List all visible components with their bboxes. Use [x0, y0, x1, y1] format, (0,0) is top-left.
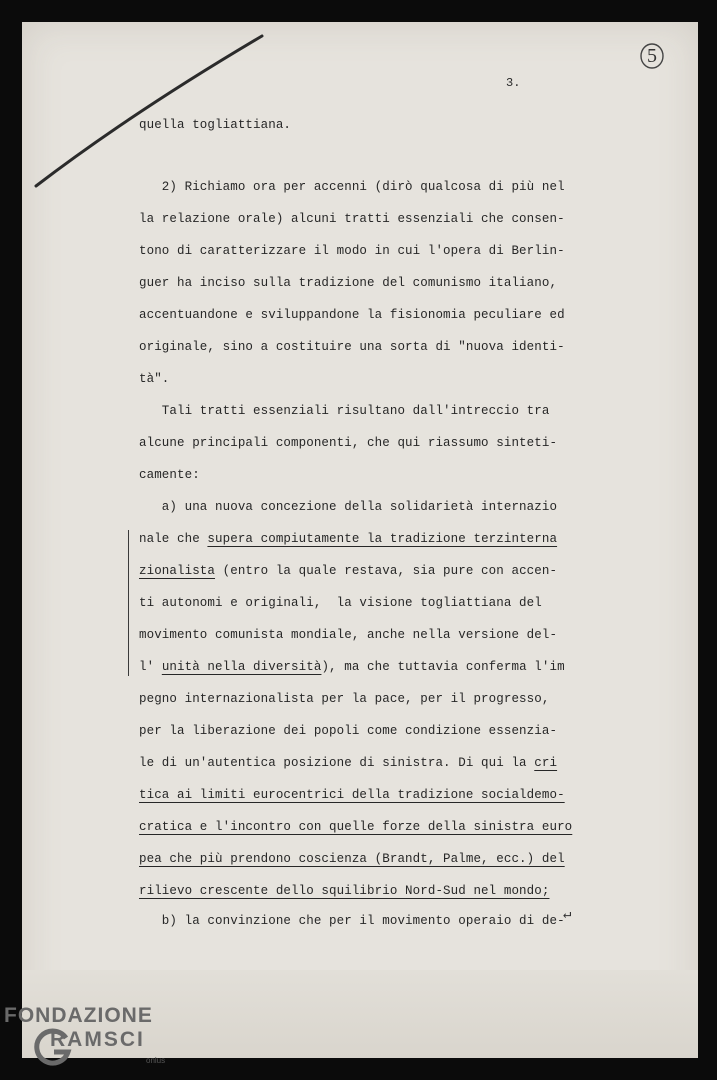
- text-segment: 2) Richiamo ora per accenni (dirò qualcosa di più nel: [139, 180, 565, 194]
- text-line: [139, 660, 565, 674]
- text-line: [139, 372, 169, 386]
- text-line: [139, 118, 291, 132]
- text-segment: per la liberazione dei popoli come condizione essenzia-: [139, 724, 558, 738]
- text-segment: ), ma che tuttavia conferma l'im: [321, 660, 565, 674]
- watermark-line-3: onlus: [146, 1056, 166, 1065]
- margin-tick-mark: ↵: [563, 907, 572, 923]
- underlined-text: tica ai limiti eurocentrici della tradizione socialdemo-: [139, 788, 565, 802]
- text-line: [139, 692, 549, 706]
- text-segment: originale, sino a costituire una sorta di "nuova identi-: [139, 340, 565, 354]
- text-segment: a) una nuova concezione della solidarietà internazio: [139, 500, 558, 514]
- text-line: [139, 308, 565, 322]
- text-line: [139, 788, 565, 802]
- text-segment: le di un'autentica posizione di sinistra. Di qui la: [139, 756, 535, 770]
- text-line: [139, 532, 557, 546]
- text-segment: nale che: [139, 532, 208, 546]
- underlined-text: pea che più prendono coscienza (Brandt, Palme, ecc.) del: [139, 852, 565, 866]
- text-line: [139, 884, 549, 898]
- text-segment: pegno internazionalista per la pace, per il progresso,: [139, 692, 550, 706]
- text-segment: camente:: [139, 468, 200, 482]
- text-line: [139, 724, 557, 738]
- underlined-text: unità nella diversità: [161, 660, 322, 674]
- text-line: [139, 468, 200, 482]
- text-line: [139, 212, 565, 226]
- watermark-line-1: FONDAZIONE: [4, 1004, 153, 1027]
- page-number: 3.: [506, 76, 521, 90]
- text-line: [139, 500, 557, 514]
- text-segment: accentuandone e sviluppandone la fisionomia peculiare ed: [139, 308, 565, 322]
- text-line: [139, 914, 565, 928]
- underlined-text: supera compiutamente la tradizione terzinterna: [207, 532, 558, 546]
- text-line: [139, 596, 542, 610]
- text-segment: guer ha inciso sulla tradizione del comunismo italiano,: [139, 276, 558, 290]
- text-segment: ti autonomi e originali, la visione togliattiana del: [139, 596, 542, 610]
- underlined-text: zionalista: [139, 564, 216, 578]
- underlined-text: cri: [534, 756, 558, 770]
- text-segment: tono di caratterizzare il modo in cui l'opera di Berlin-: [139, 244, 565, 258]
- text-segment: b) la convinzione che per il movimento operaio di de-: [139, 914, 565, 928]
- text-line: [139, 436, 557, 450]
- text-segment: l': [139, 660, 162, 674]
- text-line: [139, 404, 549, 418]
- text-segment: movimento comunista mondiale, anche nella versione del-: [139, 628, 558, 642]
- text-line: [139, 628, 557, 642]
- underlined-text: rilievo crescente dello squilibrio Nord-Sud nel mondo;: [139, 884, 550, 898]
- text-line: [139, 340, 565, 354]
- text-segment: tà".: [139, 372, 170, 386]
- watermark-line-2: RAMSCI: [50, 1028, 145, 1051]
- text-line: [139, 820, 572, 834]
- underlined-text: cratica e l'incontro con quelle forze della sinistra euro: [139, 820, 573, 834]
- text-line: [139, 276, 557, 290]
- text-segment: la relazione orale) alcuni tratti essenziali che consen-: [139, 212, 565, 226]
- folio-mark: [638, 42, 666, 70]
- text-segment: (entro la quale restava, sia pure con accen-: [215, 564, 558, 578]
- text-line: [139, 180, 565, 194]
- text-line: [139, 756, 557, 770]
- text-line: [139, 852, 565, 866]
- text-segment: Tali tratti essenziali risultano dall'intreccio tra: [139, 404, 550, 418]
- margin-mark-line: [128, 530, 129, 676]
- folio-number: 5: [647, 45, 657, 67]
- text-segment: quella togliattiana.: [139, 118, 292, 132]
- text-line: [139, 564, 557, 578]
- text-line: [139, 244, 565, 258]
- fondazione-gramsci-watermark: [4, 1004, 184, 1076]
- text-segment: alcune principali componenti, che qui riassumo sinteti-: [139, 436, 558, 450]
